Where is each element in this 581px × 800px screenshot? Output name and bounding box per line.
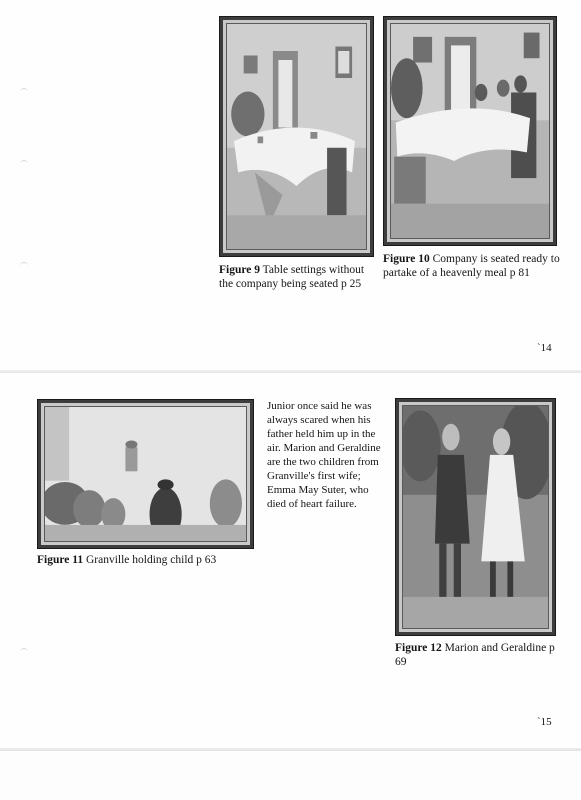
page-number: `14 xyxy=(537,342,552,354)
figure-12-caption xyxy=(395,641,560,669)
page-divider-bottom xyxy=(0,748,581,751)
figure-text: Table settings without the company being seated p 25 xyxy=(219,264,365,290)
story-paragraph: Junior once said he was always scared when his father held him up in the air. Marion and Geraldine are the two children from Granville's first wife; Emma May Suter, who died of heart failure. xyxy=(267,400,381,510)
figure-text: Marion and Geraldine p 69 xyxy=(395,642,555,668)
figure-label: Figure 9 xyxy=(219,264,260,276)
figure-text: Company is seated ready to partake of a heavenly meal p 81 xyxy=(383,253,560,279)
page-number: `15 xyxy=(537,716,552,728)
two-children-photo xyxy=(403,406,548,628)
margin-mark xyxy=(20,88,28,92)
figure-label: Figure 11 xyxy=(37,554,84,566)
figure-12-photo xyxy=(395,398,556,636)
father-holding-child-photo xyxy=(45,407,246,541)
figure-text: Granville holding child p 63 xyxy=(85,554,217,566)
figure-10-photo xyxy=(383,16,557,246)
seated-company-photo xyxy=(391,24,549,238)
figure-11-caption xyxy=(37,553,267,567)
margin-mark xyxy=(20,648,28,652)
figure-9-caption xyxy=(219,263,379,291)
figure-9-photo xyxy=(219,16,374,257)
margin-mark xyxy=(20,262,28,266)
figure-11-photo xyxy=(37,399,254,549)
figure-label: Figure 10 xyxy=(383,253,430,265)
dining-table-photo xyxy=(227,24,366,249)
figure-10-caption xyxy=(383,252,563,280)
margin-mark xyxy=(20,160,28,164)
figure-label: Figure 12 xyxy=(395,642,442,654)
